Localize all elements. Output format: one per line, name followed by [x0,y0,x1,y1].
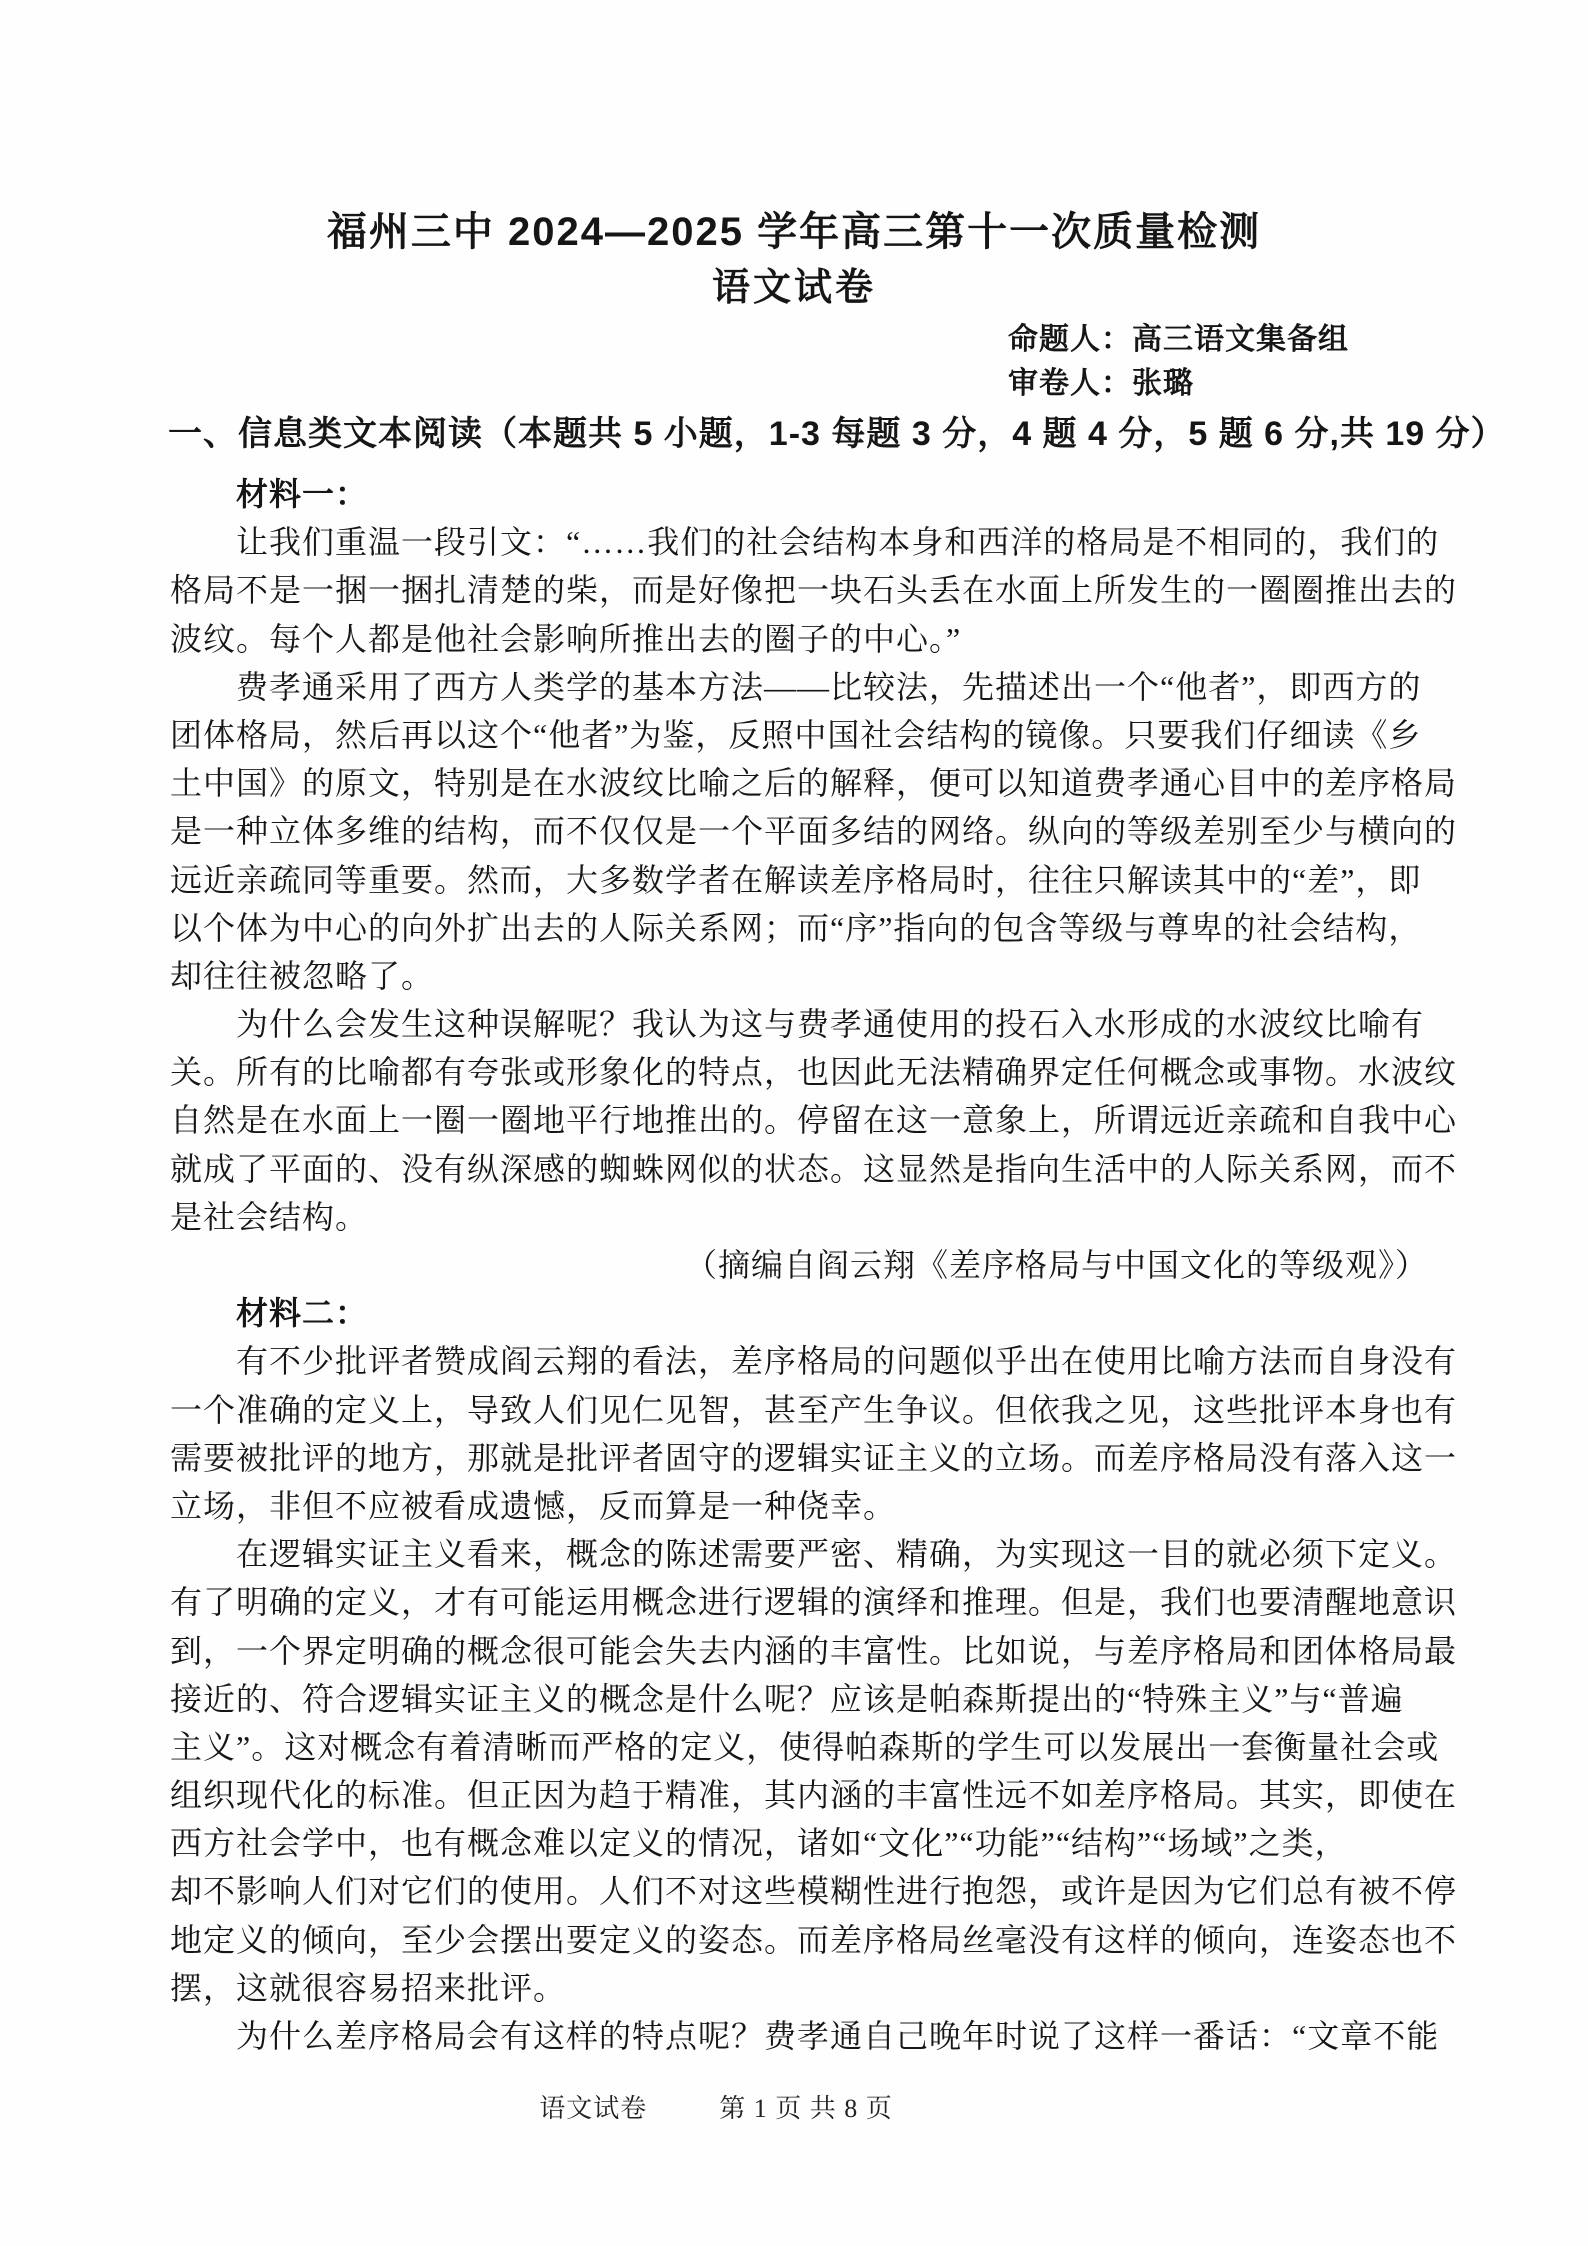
text-line: 格局不是一捆一捆扎清楚的柴，而是好像把一块石头丢在水面上所发生的一圈圈推出去的 [170,572,1458,609]
text-line: 却不影响人们对它们的使用。人们不对这些模糊性进行抱怨，或许是因为它们总有被不停 [170,1873,1458,1910]
text-line: 到，一个界定明确的概念很可能会失去内涵的丰富性。比如说，与差序格局和团体格局最 [170,1632,1458,1669]
text-line: 组织现代化的标准。但正因为趋于精准，其内涵的丰富性远不如差序格局。其实，即使在 [170,1777,1458,1814]
footer-doc-label: 语文试卷 [539,2094,648,2123]
footer-page-info: 第 1 页 共 8 页 [719,2094,893,2123]
text-line: 关。所有的比喻都有夸张或形象化的特点，也因此无法精确界定任何概念或事物。水波纹 [170,1054,1458,1091]
text-line: 有了明确的定义，才有可能运用概念进行逻辑的演绎和推理。但是，我们也要清醒地意识 [170,1584,1458,1621]
attribution-line: （摘编自阎云翔《差序格局与中国文化的等级观》） [684,1247,1428,1283]
page-title: 福州三中 2024—2025 学年高三第十一次质量检测 [326,210,1262,254]
text-line: 以个体为中心的向外扩出去的人际关系网；而“序”指向的包含等级与尊卑的社会结构， [170,909,1422,946]
content-block [170,470,1458,2060]
material-label: 材料一： [236,476,369,512]
text-line: 却往往被忽略了。 [170,957,435,994]
setter-line: 命题人：高三语文集备组 [1008,323,1349,356]
text-line: 地定义的倾向，至少会摆出要定义的姿态。而差序格局丝毫没有这样的倾向，连姿态也不 [170,1921,1458,1958]
page-subtitle: 语文试卷 [711,267,876,309]
text-line: 立场，非但不应被看成遗憾，反而算是一种侥幸。 [170,1487,897,1524]
text-line: 团体格局，然后再以这个“他者”为鉴，反照中国社会结构的镜像。只要我们仔细读《乡 [170,716,1422,753]
text-line: 是一种立体多维的结构，而不仅仅是一个平面多结的网络。纵向的等级差别至少与横向的 [170,813,1458,850]
byline [1008,318,1349,406]
text-line: 在逻辑实证主义看来，概念的陈述需要严密、精确，为实现这一目的就必须下定义。 [236,1536,1458,1573]
text-line: 西方社会学中，也有概念难以定义的情况，诸如“文化”“功能”“结构”“场域”之类， [170,1825,1348,1862]
text-line: 有不少批评者赞成阎云翔的看法，差序格局的问题似乎出在使用比喻方法而自身没有 [236,1343,1458,1380]
section-heading: 一、信息类文本阅读（本题共 5 小题，1-3 每题 3 分，4 题 4 分，5 题 6 分,共 19 分） [168,415,1506,453]
text-line: 让我们重温一段引文：“……我们的社会结构本身和西洋的格局是不相同的，我们的 [236,524,1440,561]
text-line: 主义”。这对概念有着清晰而严格的定义，使得帕森斯的学生可以发展出一套衡量社会或 [170,1728,1440,1765]
text-line: 为什么会发生这种误解呢？我认为这与费孝通使用的投石入水形成的水波纹比喻有 [236,1006,1425,1043]
text-line: 接近的、符合逻辑实证主义的概念是什么呢？应该是帕森斯提出的“特殊主义”与“普遍 [170,1680,1404,1717]
text-line: 费孝通采用了西方人类学的基本方法——比较法，先描述出一个“他者”，即西方的 [236,668,1422,705]
text-line: 自然是在水面上一圈一圈地平行地推出的。停留在这一意象上，所谓远近亲疏和自我中心 [170,1102,1458,1139]
text-line: 波纹。每个人都是他社会影响所推出去的圈子的中心。” [170,620,962,657]
text-line: 就成了平面的、没有纵深感的蜘蛛网似的状态。这显然是指向生活中的人际关系网，而不 [170,1150,1458,1187]
text-line: 是社会结构。 [170,1198,369,1235]
text-line: 土中国》的原文，特别是在水波纹比喻之后的解释，便可以知道费孝通心目中的差序格局 [170,765,1458,802]
text-line: 为什么差序格局会有这样的特点呢？费孝通自己晚年时说了这样一番话：“文章不能 [236,2018,1440,2054]
text-line: 摆，这就很容易招来批评。 [170,1969,567,2006]
text-line: 一个准确的定义上，导致人们见仁见智，甚至产生争议。但依我之见，这些批评本身也有 [170,1391,1458,1428]
reviewer-line: 审卷人：张璐 [1008,367,1194,400]
page-footer [0,2088,1510,2125]
text-line: 远近亲疏同等重要。然而，大多数学者在解读差序格局时，往往只解读其中的“差”，即 [170,861,1422,898]
material-label: 材料二： [236,1295,369,1332]
text-line: 需要被批评的地方，那就是批评者固守的逻辑实证主义的立场。而差序格局没有落入这一 [170,1439,1458,1476]
